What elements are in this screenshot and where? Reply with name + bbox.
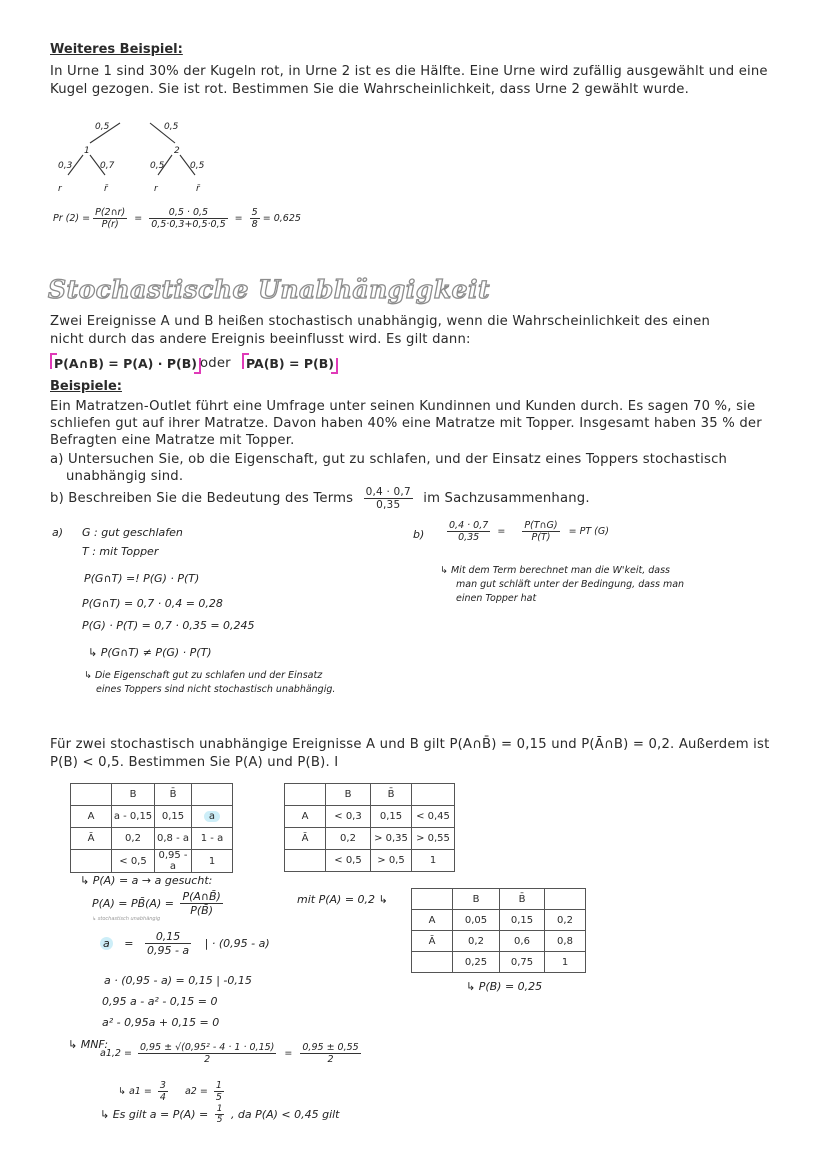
solution-a-line-5: P(G) · P(T) = 0,7 · 0,35 = 0,245 — [82, 619, 255, 632]
task-line-2: schliefen gut auf ihrer Matratze. Davon haben 40% eine Matratze mit Topper. Insgesamt haben 35 % der — [50, 416, 762, 431]
four-field-table-2: B B̄ A < 0,3 0,15 < 0,45 Ā 0,2 > 0,35 > 0,55 < 0,5 > 0,5 1 — [284, 783, 455, 872]
example-heading: Weiteres Beispiel: — [50, 42, 183, 57]
task-line-4: a) Untersuchen Sie, ob die Eigenschaft, gut zu schlafen, und der Einsatz eines Toppers stochastisch — [50, 452, 728, 467]
term-fraction: $\frac{0,4 \cdot 0,7}{0,35}$ — [365, 486, 411, 511]
derivation-line-4: a · (0,95 - a) = 0,15 | -0,15 — [104, 974, 252, 987]
solution-a-label: a) — [52, 526, 64, 539]
derivation-line-5: 0,95 a - a² - 0,15 = 0 — [102, 995, 218, 1008]
tree-branch-0-5-b: 0,5 — [190, 161, 205, 171]
derivation-line-3: a = $\frac{0,15}{0,95 - a}$ | · (0,95 - a) — [100, 930, 270, 957]
solution-b-comment-1: ↳ Mit dem Term berechnet man die W'keit, dass — [440, 565, 670, 576]
derivation-line-2: P(A) = PB̄(A) = $\frac{P(A\cap B̄)}{P(B̄)}$ — [92, 890, 221, 917]
task2-line-2: P(B) < 0,5. Bestimmen Sie P(A) und P(B). I — [50, 755, 339, 770]
definition-line-1: Zwei Ereignisse A und B heißen stochastisch unabhängig, wenn die Wahrscheinlichkeit des einen — [50, 314, 711, 329]
mit-pa-text: mit P(A) = 0,2 ↳ — [297, 893, 388, 906]
solution-a-line-6: ↳ P(G∩T) ≠ P(G) · P(T) — [88, 646, 212, 659]
solution-a-line-7: ↳ Die Eigenschaft gut zu schlafen und der Einsatz — [84, 670, 323, 681]
derivation-line-9: ↳ a1 = $\frac{3}{4}$ a2 = $\frac{1}{5}$ — [118, 1080, 222, 1103]
tree-branch-top-left: 0,5 — [95, 122, 110, 132]
task-line-6: b) Beschreiben Sie die Bedeutung des Terms $\frac{0,4 \cdot 0,7}{0,35}$ im Sachzusammenhang. — [50, 486, 590, 511]
four-field-table-3: B B̄ A 0,05 0,15 0,2 Ā 0,2 0,6 0,8 0,25 0,75 1 — [411, 888, 586, 973]
tree-node-1: 1 — [84, 146, 90, 156]
tree-branch-0-7: 0,7 — [100, 161, 115, 171]
definition-line-2: nicht durch das andere Ereignis beeinflusst wird. Es gilt dann: — [50, 332, 471, 347]
formula-independence-a: P(A∩B) = P(A) · P(B) — [54, 356, 197, 371]
formula-independence-b: PA(B) = P(B) — [246, 356, 334, 371]
solution-b-label: b) — [413, 528, 425, 541]
derivation-note: ↳ stochastisch unabhängig — [92, 916, 161, 922]
task-line-1: Ein Matratzen-Outlet führt eine Umfrage unter seinen Kundinnen und Kunden durch. Es sagen 70 %, sie — [50, 399, 756, 414]
examples-heading: Beispiele: — [50, 379, 122, 394]
task-line-5: unabhängig sind. — [66, 469, 184, 484]
task-line-3: Befragten eine Matratze mit Topper. — [50, 433, 295, 448]
tree-node-2: 2 — [174, 146, 180, 156]
highlighted-a: a — [204, 811, 220, 822]
derivation-line-1: ↳ P(A) = a → a gesucht: — [80, 874, 213, 887]
solution-a-line-4: P(G∩T) = 0,7 · 0,4 = 0,28 — [82, 597, 223, 610]
solution-b-comment-2: man gut schläft unter der Bedingung, dass man — [456, 579, 685, 590]
solution-a-line-8: eines Toppers sind nicht stochastisch unabhängig. — [96, 684, 336, 695]
section-title: Stochastische Unabhängigkeit — [48, 275, 491, 304]
probability-tree — [50, 115, 230, 200]
tree-branch-0-5-a: 0,5 — [150, 161, 165, 171]
derivation-line-7: ↳ MNF: — [68, 1038, 109, 1051]
example-text-line-2: Kugel gezogen. Sie ist rot. Bestimmen Sie die Wahrscheinlichkeit, dass Urne 2 gewählt wurde. — [50, 82, 690, 97]
tree-leaf-rbar-2: r̄ — [196, 184, 200, 194]
solution-a-line-3: P(G∩T) =! P(G) · P(T) — [84, 572, 200, 585]
tree-branch-top-right: 0,5 — [164, 122, 179, 132]
bayes-formula: Pr (2) = $\frac{P(2\cap r)}{P(r)}$ = $\frac{0,5 \cdot 0,5}{0,5\cdot 0,3+0,5\cdot 0,5}$ = $\frac{5}{8}$ = 0,625 — [53, 207, 301, 230]
solution-a-line-1: G : gut geschlafen — [82, 526, 183, 539]
tree-leaf-r-2: r — [154, 184, 158, 194]
solution-a-line-2: T : mit Topper — [82, 545, 159, 558]
tree-leaf-rbar-1: r̄ — [104, 184, 108, 194]
derivation-line-10: ↳ Es gilt a = P(A) = $\frac{1}{5}$ , da P(A) < 0,45 gilt — [100, 1104, 340, 1125]
example-text-line-1: In Urne 1 sind 30% der Kugeln rot, in Urne 2 ist es die Hälfte. Eine Urne wird zufällig ausgewählt und eine — [50, 64, 768, 79]
tree-branch-0-3: 0,3 — [58, 161, 73, 171]
derivation-line-8: a1,2 = $\frac{\text{0,95 ± √(0,95² - 4 · 1 · 0,15)}}{2}$ = $\frac{0,95 \pm 0,55}{2}$ — [100, 1042, 359, 1065]
tree-leaf-r-1: r — [58, 184, 62, 194]
oder-text: oder — [200, 356, 231, 371]
derivation-line-6: a² - 0,95a + 0,15 = 0 — [102, 1016, 220, 1029]
solution-b-comment-3: einen Topper hat — [456, 593, 537, 604]
solution-b-formula: $\frac{0,4 \cdot 0,7}{0,35}$ = $\frac{P(T\cap G)}{P(T)}$ = PT (G) — [449, 520, 609, 543]
result-pb: ↳ P(B) = 0,25 — [466, 980, 543, 993]
task2-line-1: Für zwei stochastisch unabhängige Ereignisse A und B gilt P(A∩B̄) = 0,15 und P(Ā∩B) = 0,2. Außerdem ist — [50, 737, 770, 752]
four-field-table-1: B B̄ A a - 0,15 0,15 a Ā 0,2 0,8 - a 1 - a < 0,5 0,95 - a 1 — [70, 783, 233, 873]
